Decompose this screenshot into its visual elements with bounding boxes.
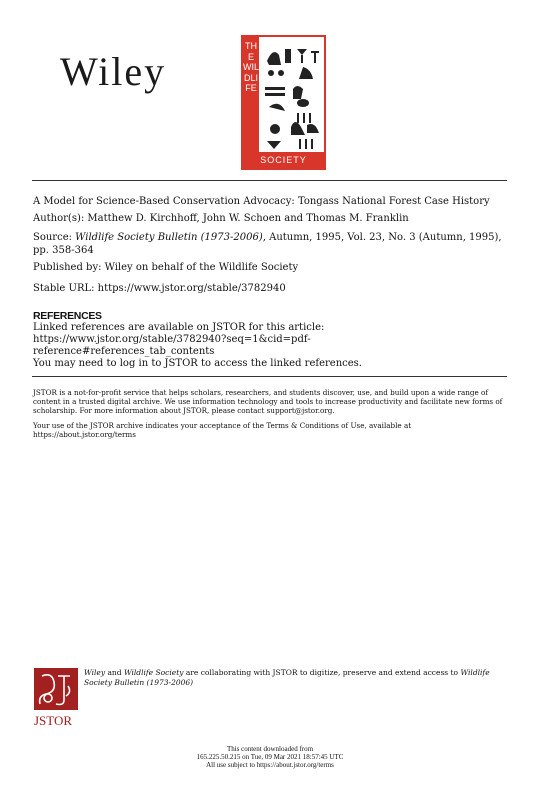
references-line-1: Linked references are available on JSTOR for this article:	[33, 322, 325, 333]
references-url-line-1[interactable]: https://www.jstor.org/stable/3782940?seq=1&cid=pdf-	[33, 334, 311, 345]
references-url-line-2[interactable]: reference#references_tab_contents	[33, 346, 215, 357]
footer-line-2: 165.225.50.215 on Tue, 09 Mar 2021 18:57:45 UTC	[196, 753, 344, 761]
download-footer	[160, 745, 380, 769]
collab-and: and	[105, 668, 124, 677]
references-line-4: You may need to log in to JSTOR to access the linked references.	[33, 358, 362, 369]
footer-line-3: All use subject to https://about.jstor.org/terms	[206, 761, 334, 769]
society-logo-bottom-text: SOCIETY	[243, 152, 324, 168]
collab-society: Wildlife Society	[123, 668, 184, 677]
divider-middle	[32, 376, 507, 377]
article-authors: Author(s): Matthew D. Kirchhoff, John W. Schoen and Thomas M. Franklin	[33, 213, 409, 224]
stable-url-link[interactable]: Stable URL: https://www.jstor.org/stable/3782940	[33, 283, 286, 294]
wildlife-society-logo	[241, 35, 326, 170]
collab-mid: are collaborating with JSTOR to digitize, preserve and extend access to	[183, 668, 461, 677]
society-logo-vertical-text: THE WILDLIFE	[243, 41, 260, 93]
source-label: Source:	[33, 232, 76, 243]
source-journal: Wildlife Society Bulletin (1973-2006)	[75, 232, 263, 243]
jstor-logo-text: JSTOR	[34, 713, 73, 728]
article-title: A Model for Science-Based Conservation Advocacy: Tongass National Forest Case History	[33, 196, 490, 207]
collaboration-statement	[84, 668, 504, 687]
hieroglyph-icon	[263, 43, 323, 153]
jstor-notice: JSTOR is a not-for-profit service that helps scholars, researchers, and students discover, use, and build upon a wide range of content in a trusted digital archive. We use information technology and tools to increase productivity and facilitate new forms of scholarship. For more information about JSTOR, please contact support@jstor.org.	[33, 388, 503, 415]
collab-journal: Wildlife Society Bulletin (1973-2006)	[84, 668, 490, 687]
source-details: , Autumn, 1995, Vol. 23, No. 3 (Autumn, 1995), pp. 358-364	[33, 232, 502, 256]
divider-top	[32, 180, 507, 181]
published-by: Published by: Wiley on behalf of the Wildlife Society	[33, 262, 299, 273]
jstor-logo-icon	[34, 668, 78, 710]
terms-notice: Your use of the JSTOR archive indicates your acceptance of the Terms & Conditions of Use, available at https://about.jstor.org/terms	[33, 421, 412, 439]
footer-line-1: This content downloaded from	[226, 745, 314, 753]
article-source	[33, 232, 503, 257]
references-heading: REFERENCES	[33, 310, 102, 322]
collab-wiley: Wiley	[84, 668, 106, 677]
wiley-logo: Wiley	[60, 49, 167, 94]
